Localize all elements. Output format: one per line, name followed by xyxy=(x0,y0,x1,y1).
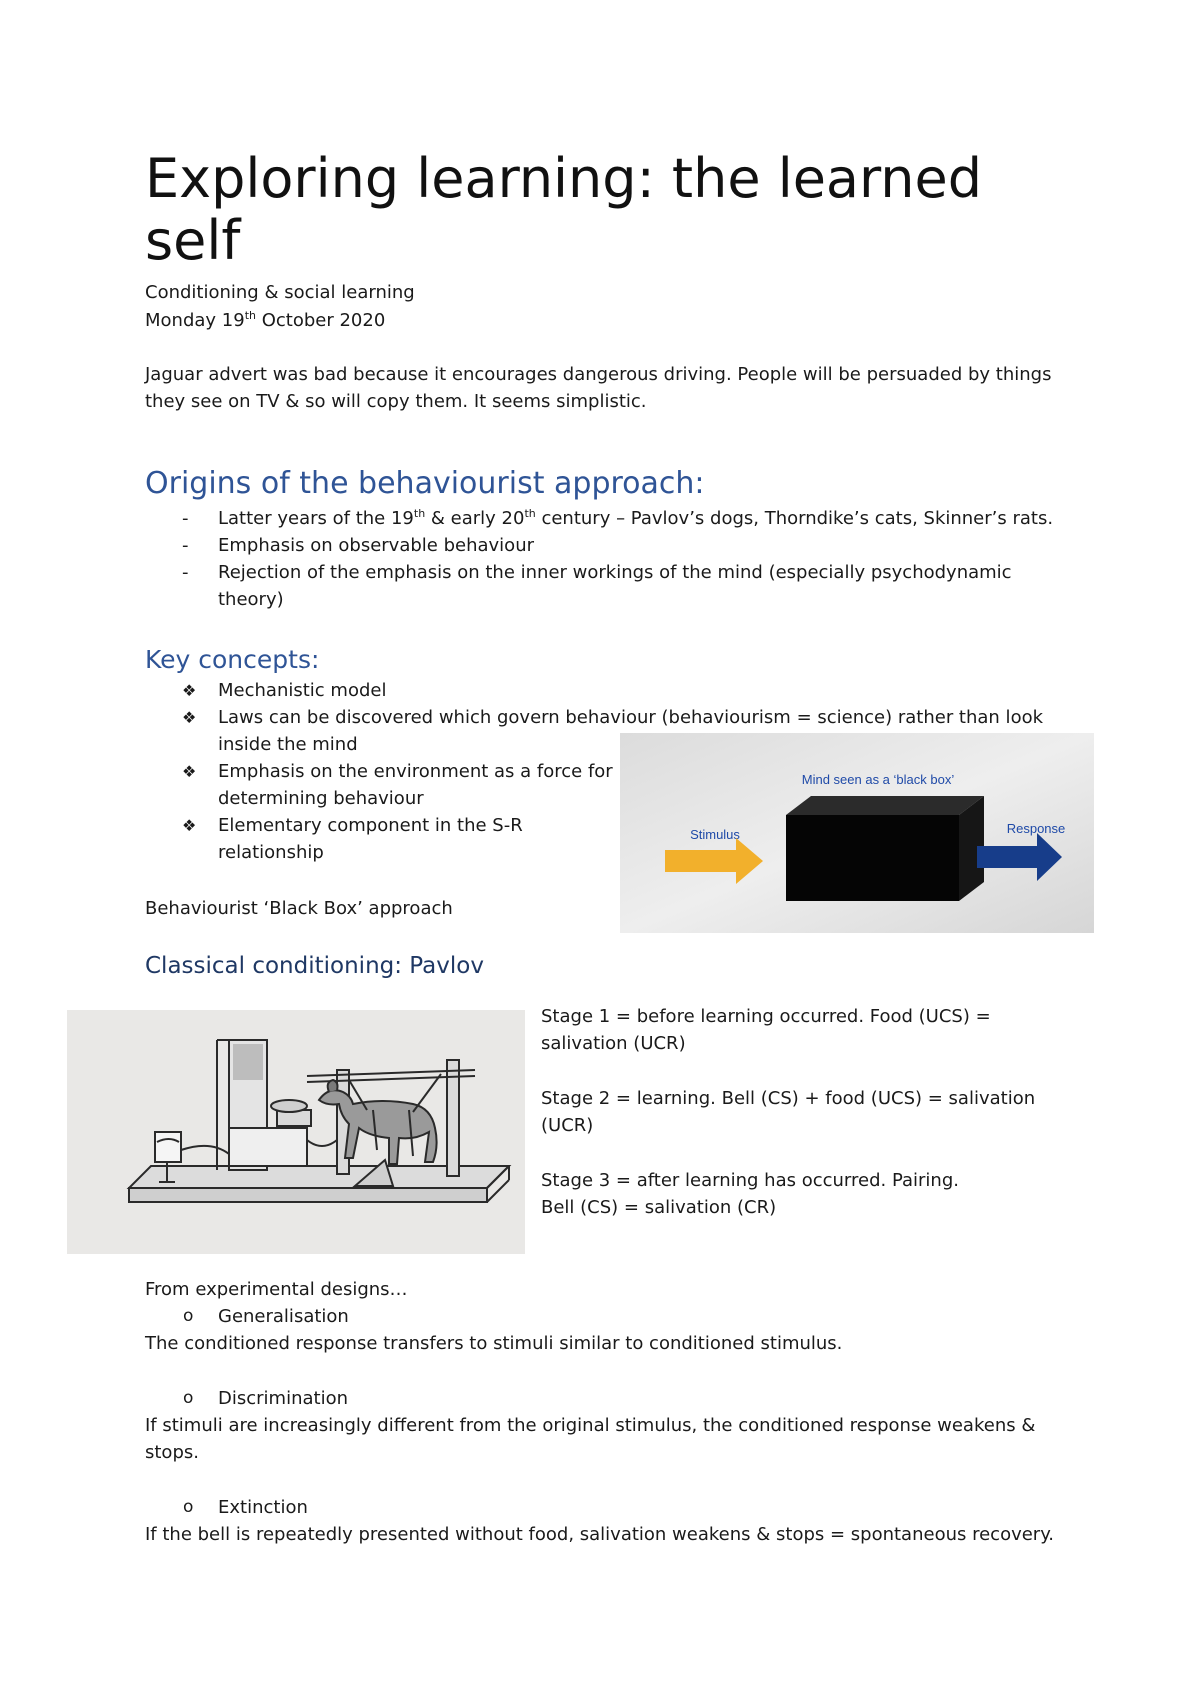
black-box-title: Mind seen as a ‘black box’ xyxy=(801,772,955,787)
generalisation-label: Generalisation xyxy=(218,1306,349,1327)
diamond-bullet-icon: ❖ xyxy=(182,762,197,781)
dash-bullet xyxy=(182,559,189,586)
experimental-intro: From experimental designs… xyxy=(145,1279,408,1300)
origins-list xyxy=(145,505,1065,613)
page-title: Exploring learning: the learned self xyxy=(145,147,982,272)
date-suffix: October 2020 xyxy=(255,310,386,331)
discrimination-label: Discrimination xyxy=(218,1388,348,1409)
pavlov-dog-figure xyxy=(67,1010,525,1254)
diamond-bullet-icon: ❖ xyxy=(182,708,197,727)
key-concepts-heading: Key concepts: xyxy=(145,645,320,674)
circle-bullet-icon: o xyxy=(183,1388,194,1408)
generalisation-text: The conditioned response transfers to stimuli similar to conditioned stimulus. xyxy=(145,1333,843,1354)
stimulus-label: Stimulus xyxy=(690,827,740,842)
black-box-figure xyxy=(620,733,1094,933)
box-front xyxy=(786,815,959,901)
date-sup: th xyxy=(244,309,256,322)
circle-bullet-icon: o xyxy=(183,1497,194,1517)
list-item: ❖ Laws can be discovered which govern behaviour (behaviourism = science) rather than look inside the mind xyxy=(145,704,1065,758)
stage-2-text: Stage 2 = learning. Bell (CS) + food (UCS) = salivation (UCR) xyxy=(541,1088,1036,1136)
stage-1-text: Stage 1 = before learning occurred. Food (UCS) = salivation (UCR) xyxy=(541,1006,991,1054)
dash-bullet xyxy=(182,532,189,559)
list-item: ❖ Elementary component in the S-R relationship xyxy=(145,812,608,866)
black-box-diagram xyxy=(620,733,1094,933)
list-item: - Emphasis on observable behaviour xyxy=(145,532,1065,559)
subtitle: Conditioning & social learning xyxy=(145,282,415,303)
diamond-bullet-icon: ❖ xyxy=(182,681,197,700)
stage-3a-text: Stage 3 = after learning has occurred. Pairing. xyxy=(541,1170,959,1191)
stage-3b-text: Bell (CS) = salivation (CR) xyxy=(541,1197,777,1218)
list-item: - Rejection of the emphasis on the inner workings of the mind (especially psychodynamic theory) xyxy=(145,559,1065,613)
classical-heading: Classical conditioning: Pavlov xyxy=(145,953,484,979)
black-box-caption: Behaviourist ‘Black Box’ approach xyxy=(145,898,453,919)
discrimination-text: If stimuli are increasingly different from the original stimulus, the conditioned response weakens & stops. xyxy=(145,1415,1036,1463)
intro-paragraph: Jaguar advert was bad because it encourages dangerous driving. People will be persuaded by things they see on TV & so will copy them. It seems simplistic. xyxy=(145,364,1052,412)
response-label: Response xyxy=(1006,821,1066,836)
origins-heading: Origins of the behaviourist approach: xyxy=(145,466,705,501)
extinction-text: If the bell is repeatedly presented without food, salivation weakens & stops = spontaneous recovery. xyxy=(145,1524,1055,1545)
circle-bullet-icon: o xyxy=(183,1306,194,1326)
pavlov-apparatus-illustration xyxy=(67,1010,525,1254)
date-prefix: Monday 19 xyxy=(145,310,245,331)
extinction-label: Extinction xyxy=(218,1497,308,1518)
diamond-bullet-icon: ❖ xyxy=(182,816,197,835)
date-line xyxy=(145,307,385,334)
list-item: ❖ Emphasis on the environment as a force for determining behaviour xyxy=(145,758,663,812)
dash-bullet xyxy=(182,505,189,532)
list-item: ❖ Mechanistic model xyxy=(145,677,1065,704)
box-top xyxy=(786,796,984,815)
list-item: - Latter years of the 19th & early 20th century – Pavlov’s dogs, Thorndike’s cats, Skinner’s rats. xyxy=(145,505,1065,532)
